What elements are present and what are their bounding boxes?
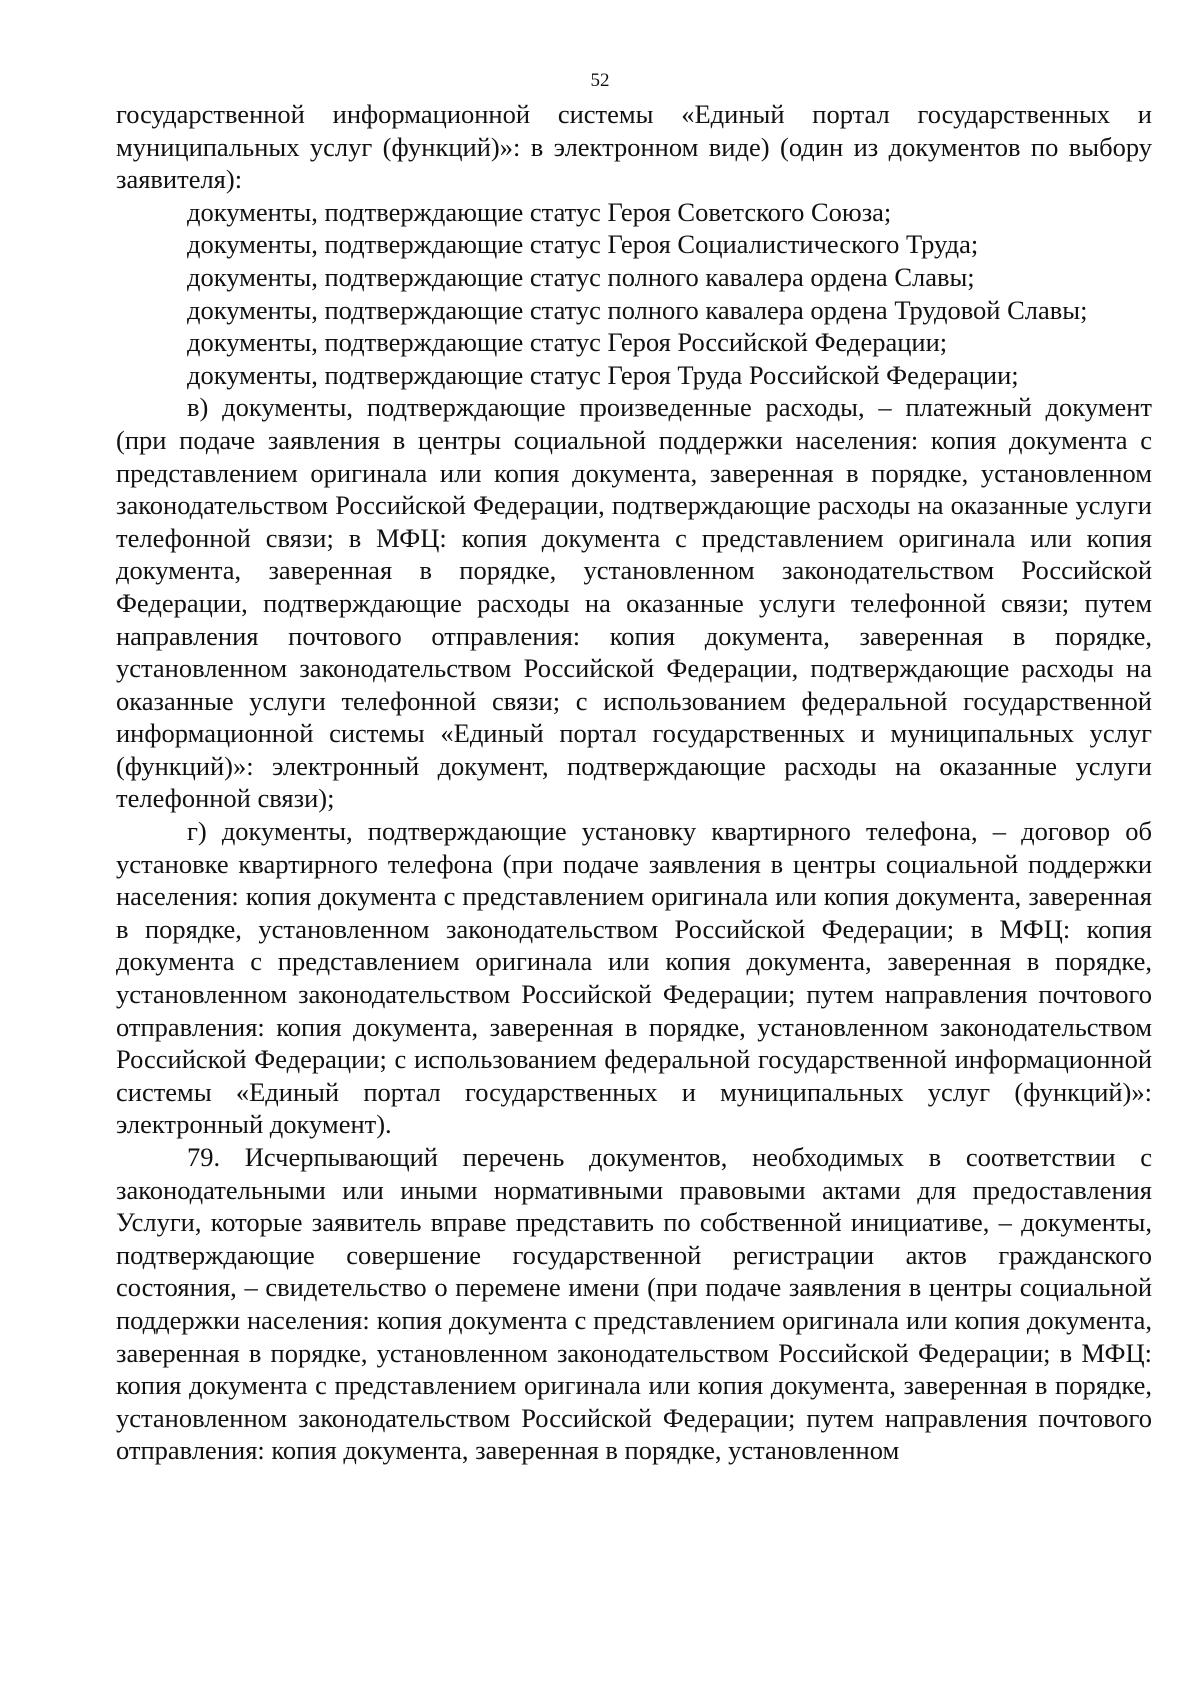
- paragraph-continuation: государственной информационной системы «Единый портал государственных и муниципальных услуг (функций)»: в электронном виде) (один из документов по выбору заявителя):: [116, 99, 1152, 195]
- list-item-order-of-labour-glory: документы, подтверждающие статус полного кавалера ордена Трудовой Славы;: [187, 294, 1088, 325]
- paragraph-item-79: 79. Исчерпывающий перечень документов, необходимых в соответствии с законодательными или иными нормативными правовыми актами для предоставления Услуги, которые заявитель вправе представить по собственной инициативе, – документы, подтверждающие совершение государственной регистрации актов гражданского состояния, – свидетельство о перемене имени (при подаче заявления в центры социальной поддержки населения: копия документа с представлением оригинала или копия документа, заверенная в порядке, установленном законодательством Российской Федерации; в МФЦ: копия документа с представлением оригинала или копия документа, заверенная в порядке, установленном законодательством Российской Федерации; путем направления почтового отправления: копия документа, заверенная в порядке, установленном: [116, 1142, 1152, 1466]
- document-body: [116, 98, 1152, 1467]
- list-item-hero-russian-federation: документы, подтверждающие статус Героя Российской Федерации;: [187, 327, 948, 358]
- list-item-hero-socialist-labour: документы, подтверждающие статус Героя Социалистического Труда;: [187, 229, 979, 260]
- list-item-hero-soviet-union: документы, подтверждающие статус Героя Советского Союза;: [187, 196, 892, 227]
- list-item-hero-of-labour-rf: документы, подтверждающие статус Героя Труда Российской Федерации;: [187, 359, 1019, 390]
- list-item-order-of-glory: документы, подтверждающие статус полного кавалера ордена Славы;: [187, 261, 975, 292]
- page-number: 52: [590, 70, 610, 91]
- paragraph-expenses: в) документы, подтверждающие произведенные расходы, – платежный документ (при подаче заявления в центры социальной поддержки населения: копия документа с представлением оригинала или копия документа, заверенная в порядке, установленном законодательством Российской Федерации, подтверждающие расходы на оказанные услуги телефонной связи; в МФЦ: копия документа с представлением оригинала или копия документа, заверенная в порядке, установленном законодательством Российской Федерации, подтверждающие расходы на оказанные услуги телефонной связи; путем направления почтового отправления: копия документа, заверенная в порядке, установленном законодательством Российской Федерации, подтверждающие расходы на оказанные услуги телефонной связи; с использованием федеральной государственной информационной системы «Единый портал государственных и муниципальных услуг (функций)»: электронный документ, подтверждающие расходы на оказанные услуги телефонной связи);: [116, 392, 1152, 814]
- paragraph-phone-installation: г) документы, подтверждающие установку квартирного телефона, – договор об установке квартирного телефона (при подаче заявления в центры социальной поддержки населения: копия документа с представлением оригинала или копия документа, заверенная в порядке, установленном законодательством Российской Федерации; в МФЦ: копия документа с представлением оригинала или копия документа, заверенная в порядке, установленном законодательством Российской Федерации; путем направления почтового отправления: копия документа, заверенная в порядке, установленном законодательством Российской Федерации; с использованием федеральной государственной информационной системы «Единый портал государственных и муниципальных услуг (функций)»: электронный документ).: [116, 816, 1152, 1140]
